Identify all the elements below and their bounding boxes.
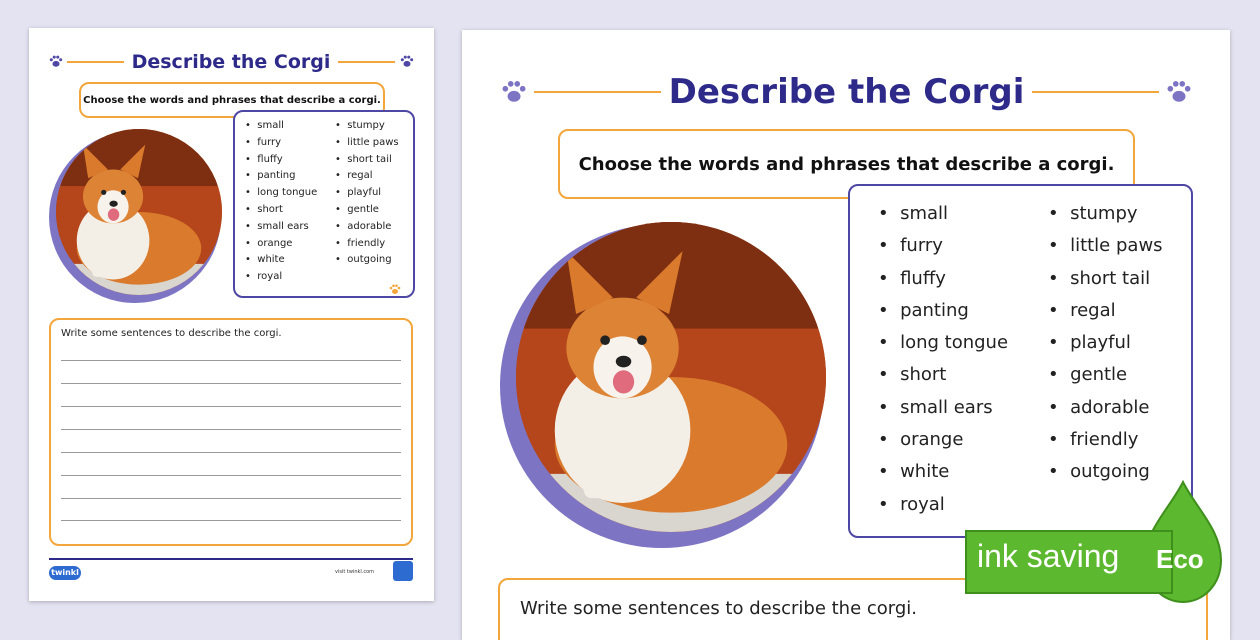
instruction-text: Choose the words and phrases that describe a corgi. xyxy=(83,94,381,106)
ruled-line xyxy=(61,520,401,521)
word-option[interactable]: • friendly xyxy=(1048,424,1163,456)
instruction-text: Choose the words and phrases that describe a corgi. xyxy=(578,153,1115,175)
word-option[interactable]: • royal xyxy=(245,269,317,286)
worksheet-title: Describe the Corgi xyxy=(668,72,1025,112)
ink-saving-badge xyxy=(965,480,1260,610)
title-bar xyxy=(534,70,1159,114)
paw-icon xyxy=(400,55,414,68)
ink-saving-label: ink saving xyxy=(977,538,1120,574)
word-option[interactable]: • long tongue xyxy=(245,185,317,202)
writing-prompt: Write some sentences to describe the corgi. xyxy=(61,328,282,339)
word-option[interactable]: • short tail xyxy=(335,152,399,169)
word-option[interactable]: • white xyxy=(245,252,317,269)
word-list-right xyxy=(1048,198,1163,489)
word-option[interactable]: • short xyxy=(878,359,1008,391)
writing-area[interactable] xyxy=(49,318,413,546)
footer-badge-icon xyxy=(393,561,413,581)
word-option[interactable]: • stumpy xyxy=(335,118,399,135)
ruled-line xyxy=(61,498,401,499)
word-option[interactable]: • adorable xyxy=(335,219,399,236)
word-option[interactable]: • long tongue xyxy=(878,327,1008,359)
paw-icon xyxy=(389,284,401,295)
word-option[interactable]: • stumpy xyxy=(1048,198,1163,230)
title-bar xyxy=(67,49,395,75)
word-option[interactable]: • regal xyxy=(1048,295,1163,327)
word-option[interactable]: • fluffy xyxy=(245,152,317,169)
word-option[interactable]: • outgoing xyxy=(1048,456,1163,488)
word-option[interactable]: • regal xyxy=(335,168,399,185)
twinkl-logo: twinkl xyxy=(49,566,81,580)
word-option[interactable]: • gentle xyxy=(335,202,399,219)
word-option[interactable]: • playful xyxy=(1048,327,1163,359)
word-option[interactable]: • fluffy xyxy=(878,263,1008,295)
word-option[interactable]: • orange xyxy=(245,236,317,253)
word-option[interactable]: • orange xyxy=(878,424,1008,456)
word-option[interactable]: • furry xyxy=(878,230,1008,262)
word-option[interactable]: • furry xyxy=(245,135,317,152)
word-list-left xyxy=(878,198,1008,521)
word-option[interactable]: • outgoing xyxy=(335,252,399,269)
word-option[interactable]: • adorable xyxy=(1048,392,1163,424)
word-option[interactable]: • small ears xyxy=(878,392,1008,424)
ruled-line xyxy=(61,383,401,384)
word-option[interactable]: • white xyxy=(878,456,1008,488)
footer-url: visit twinkl.com xyxy=(335,569,375,575)
word-option[interactable]: • small xyxy=(878,198,1008,230)
word-option[interactable]: • friendly xyxy=(335,236,399,253)
ruled-line xyxy=(61,452,401,453)
word-option[interactable]: • royal xyxy=(878,489,1008,521)
corgi-photo xyxy=(56,129,222,295)
ruled-line xyxy=(61,429,401,430)
eco-label: Eco xyxy=(1156,544,1204,574)
word-list-left xyxy=(245,118,317,286)
ruled-line xyxy=(61,360,401,361)
word-option[interactable]: • small ears xyxy=(245,219,317,236)
word-option[interactable]: • little paws xyxy=(1048,230,1163,262)
worksheet-title: Describe the Corgi xyxy=(131,51,331,73)
word-option[interactable]: • panting xyxy=(245,168,317,185)
paw-icon xyxy=(49,55,63,68)
writing-prompt: Write some sentences to describe the corgi. xyxy=(520,598,918,619)
corgi-image xyxy=(516,222,826,532)
word-option[interactable]: • little paws xyxy=(335,135,399,152)
corgi-photo xyxy=(516,222,826,532)
footer-rule xyxy=(49,558,413,560)
word-option[interactable]: • playful xyxy=(335,185,399,202)
word-option[interactable]: • panting xyxy=(878,295,1008,327)
word-option[interactable]: • gentle xyxy=(1048,359,1163,391)
thumbnail-sheet[interactable] xyxy=(29,28,434,601)
paw-icon xyxy=(1166,80,1192,104)
ruled-line xyxy=(61,475,401,476)
word-option[interactable]: • small xyxy=(245,118,317,135)
word-bank xyxy=(233,110,415,298)
ruled-line xyxy=(61,406,401,407)
word-option[interactable]: • short tail xyxy=(1048,263,1163,295)
paw-icon xyxy=(501,80,527,104)
corgi-image xyxy=(56,129,222,295)
word-option[interactable]: • short xyxy=(245,202,317,219)
word-list-right xyxy=(335,118,399,269)
